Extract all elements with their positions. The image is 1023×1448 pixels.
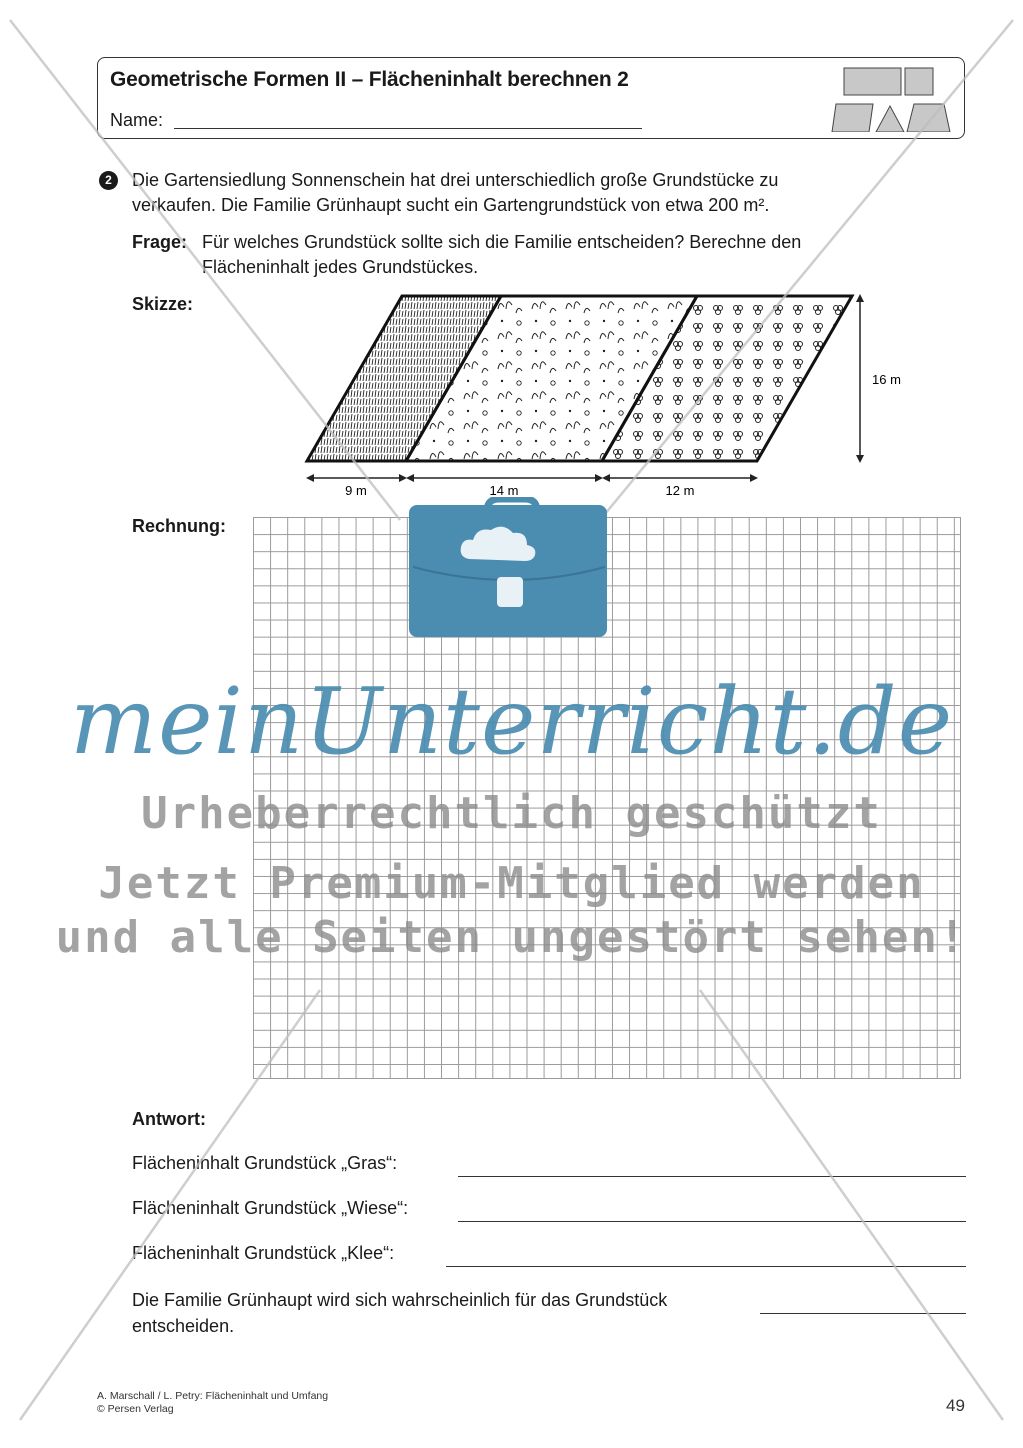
page-number: 49 bbox=[946, 1396, 965, 1415]
base-label-klee: 12 m bbox=[665, 483, 695, 498]
base-label-wiese: 14 m bbox=[489, 483, 519, 498]
name-label: Name: bbox=[110, 110, 164, 130]
footer-publisher: © Persen Verlag bbox=[97, 1403, 174, 1415]
task-number-badge: 2 bbox=[99, 171, 118, 190]
answer-label-klee: Flächeninhalt Grundstück „Klee“: bbox=[132, 1243, 395, 1263]
answer-final-line-1: Die Familie Grünhaupt wird sich wahrscheinlich für das Grundstück bbox=[132, 1290, 668, 1310]
watermark-premium-line-2: und alle Seiten ungestört sehen! bbox=[55, 912, 968, 963]
footer-authors: A. Marschall / L. Petry: Flächeninhalt und Umfang bbox=[97, 1390, 329, 1402]
answer-label-wiese: Flächeninhalt Grundstück „Wiese“: bbox=[132, 1198, 409, 1218]
base-label-gras: 9 m bbox=[345, 483, 367, 498]
worksheet-title: Geometrische Formen II – Flächeninhalt berechnen 2 bbox=[110, 68, 629, 91]
antwort-label: Antwort: bbox=[132, 1109, 206, 1129]
frage-label: Frage: bbox=[132, 232, 188, 252]
skizze-label: Skizze: bbox=[132, 294, 194, 314]
answer-final-line-2: entscheiden. bbox=[132, 1316, 235, 1336]
briefcase-icon bbox=[407, 497, 615, 639]
height-label: 16 m bbox=[872, 372, 901, 387]
answer-label-gras: Flächeninhalt Grundstück „Gras“: bbox=[132, 1153, 398, 1173]
watermark-copyright: Urheberrechtlich geschützt bbox=[141, 788, 882, 839]
task-intro-line-1: Die Gartensiedlung Sonnenschein hat drei unterschiedlich große Grundstücke zu bbox=[132, 170, 779, 190]
rechnung-label: Rechnung: bbox=[132, 516, 226, 536]
frage-line-2: Flächeninhalt jedes Grundstückes. bbox=[202, 257, 479, 277]
task-intro-line-2: verkaufen. Die Familie Grünhaupt sucht ein Gartengrundstück von etwa 200 m². bbox=[132, 195, 770, 215]
watermark-premium-line-1: Jetzt Premium-Mitglied werden bbox=[98, 858, 925, 909]
frage-line-1: Für welches Grundstück sollte sich die Familie entscheiden? Berechne den bbox=[202, 232, 802, 252]
watermark-brand: meinUnterricht.de bbox=[69, 668, 954, 775]
